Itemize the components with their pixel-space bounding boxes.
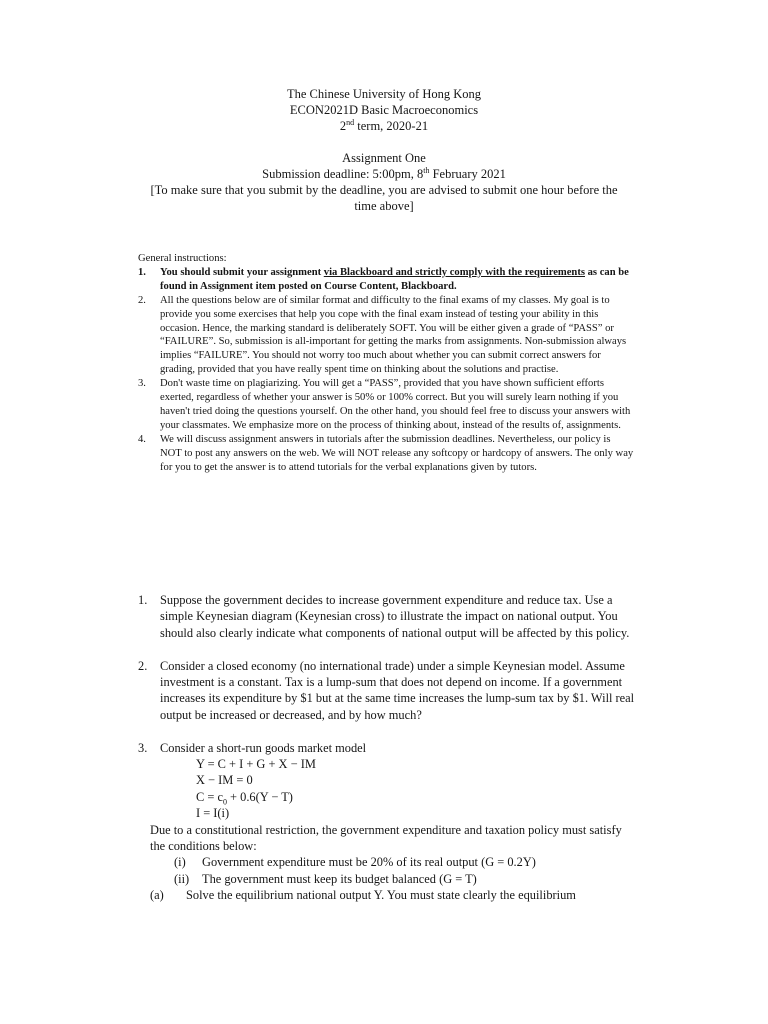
- document-header: [0, 86, 768, 214]
- question-1: 1. Suppose the government decides to increase government expenditure and reduce tax. Use a simple Keynesian diagram (Keynesian cross) to illustrate the impact on national output. You should also clearly indicate what components of national output will be affected by this policy.: [138, 593, 630, 640]
- submission-deadline: Submission deadline: 5:00pm, 8th February 2021: [262, 165, 506, 181]
- instruction-item: 2. All the questions below are of similar format and difficulty to the final exams of my classes. My goal is to provide you some exercises that help you cope with the final exam instead of testing your ability in this occasion. Hence, the marking standard is deliberately SOFT. You will be either given a grade of “PASS” or “FAILURE”. So, submission is all-important for getting the marks from assignments. Non-submission always implies “FAILURE”. You should not worry too much about whether you can submit correct answers for grading, provided that you have really spent time on thinking about the solutions and practise.: [138, 294, 627, 376]
- blackboard-requirement: via Blackboard and strictly comply with the requirements: [323, 266, 585, 278]
- instructions-list: [138, 266, 634, 475]
- equation-consumption: $C = c_0 + 0.6(Y - T)$: [196, 789, 293, 807]
- questions-section: [138, 592, 638, 920]
- question-3: 3. Consider a short-run goods market model Y = C + I + G + X − IM X − IM = 0 $C = c_0 + 0.6(Y - T)$ I = I(i) Due to a constitutional restriction, the government expenditure and taxation policy must satisfy the conditions below: (i) Government expenditure must be 20% of its real output (G = 0.2Y) (ii) The government must keep its budget balanced (G = T) (a) Solve the equilibrium national output Y. You must state clearly the equilibrium: [138, 740, 638, 904]
- question-3-intro: Consider a short-run goods market model: [160, 740, 367, 755]
- instruction-item: 3. Don't waste time on plagiarizing. You will get a “PASS”, provided that you have shown sufficient efforts exerted, regardless of whether your answer is 50% or 100% correct. But you will surely learn nothing if you haven't tried doing the questions yourself. On the other hand, you should feel free to discuss your answers with your classmates. We emphasize more on the process of thinking about, instead of the results of, assignments.: [138, 378, 631, 431]
- question-3-part-a: (a) Solve the equilibrium national output Y. You must state clearly the equilibrium: [150, 888, 576, 903]
- equation-investment: I = I(i): [196, 806, 230, 821]
- instruction-item: 1. You should submit your assignment via Blackboard and strictly comply with the requirements as can be found in Assignment item posted on Course Content, Blackboard.: [138, 266, 629, 292]
- question-2: 2. Consider a closed economy (no international trade) under a simple Keynesian model. Assume investment is a constant. Tax is a lump-sum that does not depend on income. If a government increases its expenditure by $1 but at the same time increases the lump-sum tax by $1. Will real output be increased or decreased, and by how much?: [138, 658, 635, 722]
- assignment-title: Assignment One: [342, 151, 426, 165]
- general-instructions: [138, 252, 634, 475]
- submission-advice: [To make sure that you submit by the deadline, you are advised to submit one hour before the time above]: [150, 183, 618, 213]
- course-title: ECON2021D Basic Macroeconomics: [289, 103, 479, 117]
- constitutional-restriction: Due to a constitutional restriction, the government expenditure and taxation policy must satisfy the conditions below:: [150, 822, 622, 854]
- instruction-item: 4. We will discuss assignment answers in tutorials after the submission deadlines. Nevertheless, our policy is NOT to post any answers on the web. We will NOT release any softcopy or hardcopy of answers. The only way for you to get the answer is to attend tutorials for the verbal explanations given by tutors.: [138, 433, 634, 473]
- equation-net-exports: X − IM = 0: [196, 773, 253, 788]
- general-instructions-title: General instructions:: [138, 253, 227, 264]
- term-line: 2nd term, 2020-21: [339, 117, 429, 133]
- equation-output: Y = C + I + G + X − IM: [196, 757, 316, 772]
- condition-ii: (ii) The government must keep its budget balanced (G = T): [174, 871, 477, 886]
- condition-i: (i) Government expenditure must be 20% of its real output (G = 0.2Y): [174, 855, 536, 870]
- university-name: The Chinese University of Hong Kong: [286, 87, 482, 101]
